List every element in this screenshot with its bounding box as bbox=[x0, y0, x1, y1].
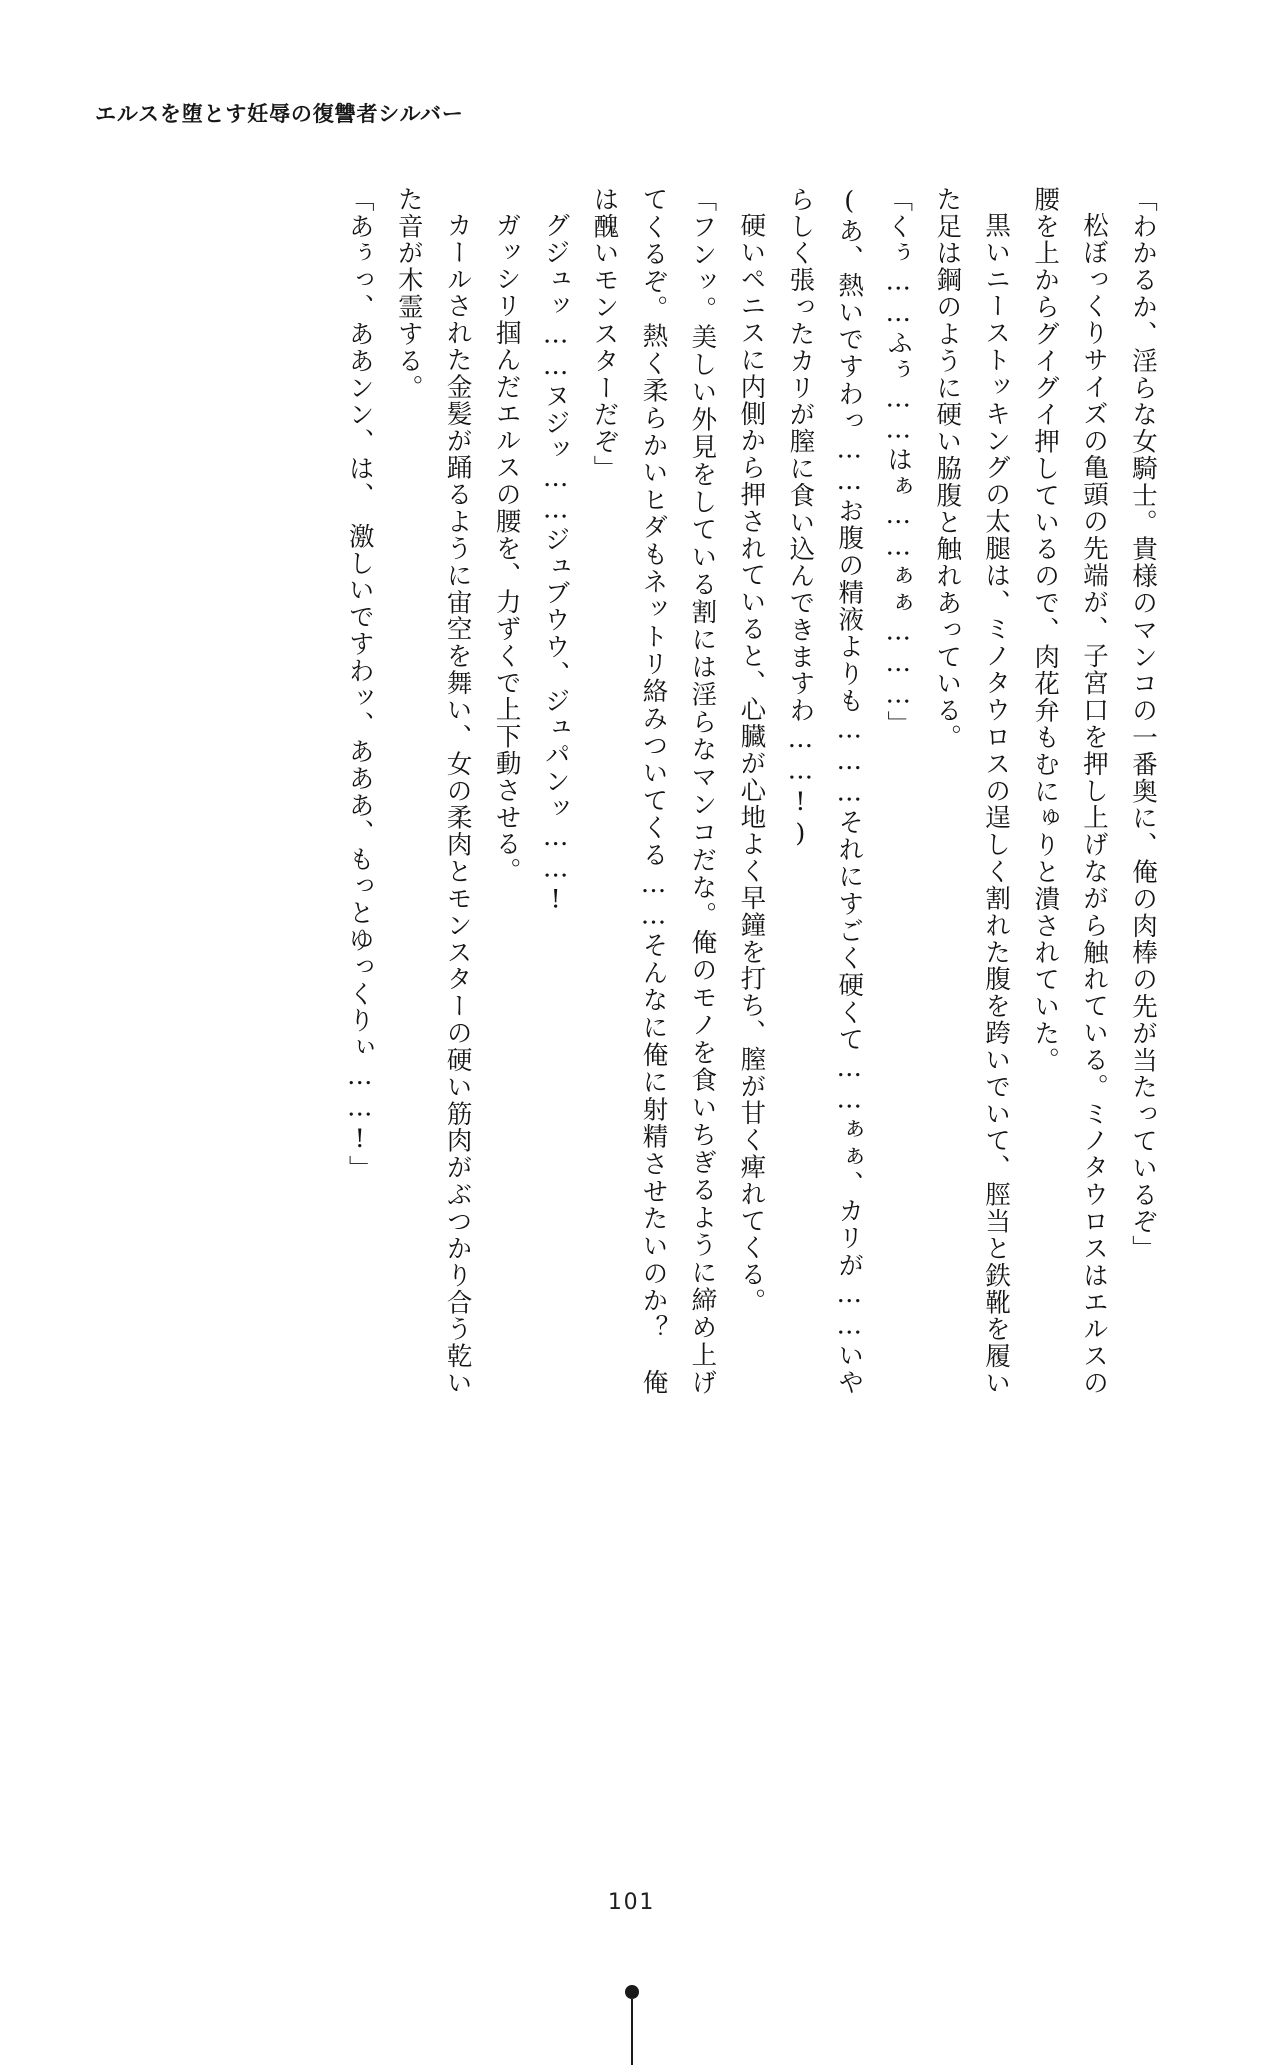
paragraph: 「わかるか、淫らな女騎士。貴様のマンコの一番奥に、俺の肉棒の先が当たっているぞ」 bbox=[1128, 186, 1158, 1263]
page-number: 101 bbox=[607, 1890, 656, 1915]
paragraph: 黒いニーストッキングの太腿は、ミノタウロスの逞しく割れた腹を跨いでいて、脛当と鉄靴を履いた足は鋼のように硬い脇腹と触れあっている。 bbox=[932, 186, 1012, 1396]
paragraph: 「くぅ……ふぅ……はぁ……ぁぁ………」 bbox=[883, 186, 914, 738]
page-body-text bbox=[157, 186, 1167, 1396]
binding-dot-icon bbox=[625, 1985, 639, 1999]
paragraph: グジュッ……ヌジッ……ジュブウウ、ジュパンッ……! bbox=[540, 211, 571, 916]
paragraph: 硬いペニスに内側から押されていると、心臓が心地よく早鐘を打ち、膣が甘く痺れてくる。 bbox=[736, 211, 767, 1315]
running-header-title: エルスを堕とす妊辱の復讐者シルバー bbox=[95, 102, 464, 126]
paragraph: 松ぼっくりサイズの亀頭の先端が、子宮口を押し上げながら触れている。ミノタウロスはエルスの腰を上からグイグイ押しているので、肉花弁もむにゅりと潰されていた。 bbox=[1030, 186, 1110, 1396]
paragraph: 「あぅっ、ああンン、は、 激しいですわッ、あああ、もっとゆっくりぃ……!」 bbox=[344, 186, 375, 1183]
paragraph: ガッシリ掴んだエルスの腰を、力ずくで上下動させる。 bbox=[491, 211, 522, 885]
paragraph: カールされた金髪が踊るように宙空を舞い、女の柔肉とモンスターの硬い筋肉がぶつかり合う乾いた音が木霊する。 bbox=[393, 186, 473, 1396]
binding-stem-icon bbox=[631, 1999, 633, 2065]
paragraph: (あ、熱いですわっ……お腹の精液よりも………それにすごく硬くて……ぁぁ、カリが……いやらしく張ったカリが膣に食い込んできますわ……!) bbox=[785, 186, 865, 1396]
binding-mark-icon bbox=[622, 1985, 642, 2065]
paragraph: 「フンッ。美しい外見をしている割には淫らなマンコだな。俺のモノを食いちぎるように締め上げてくるぞ。熱く柔らかいヒダもネットリ絡みついてくる……そんなに俺に射精させたいのか？ 俺は醜いモンスターだぞ」 bbox=[589, 186, 718, 1396]
